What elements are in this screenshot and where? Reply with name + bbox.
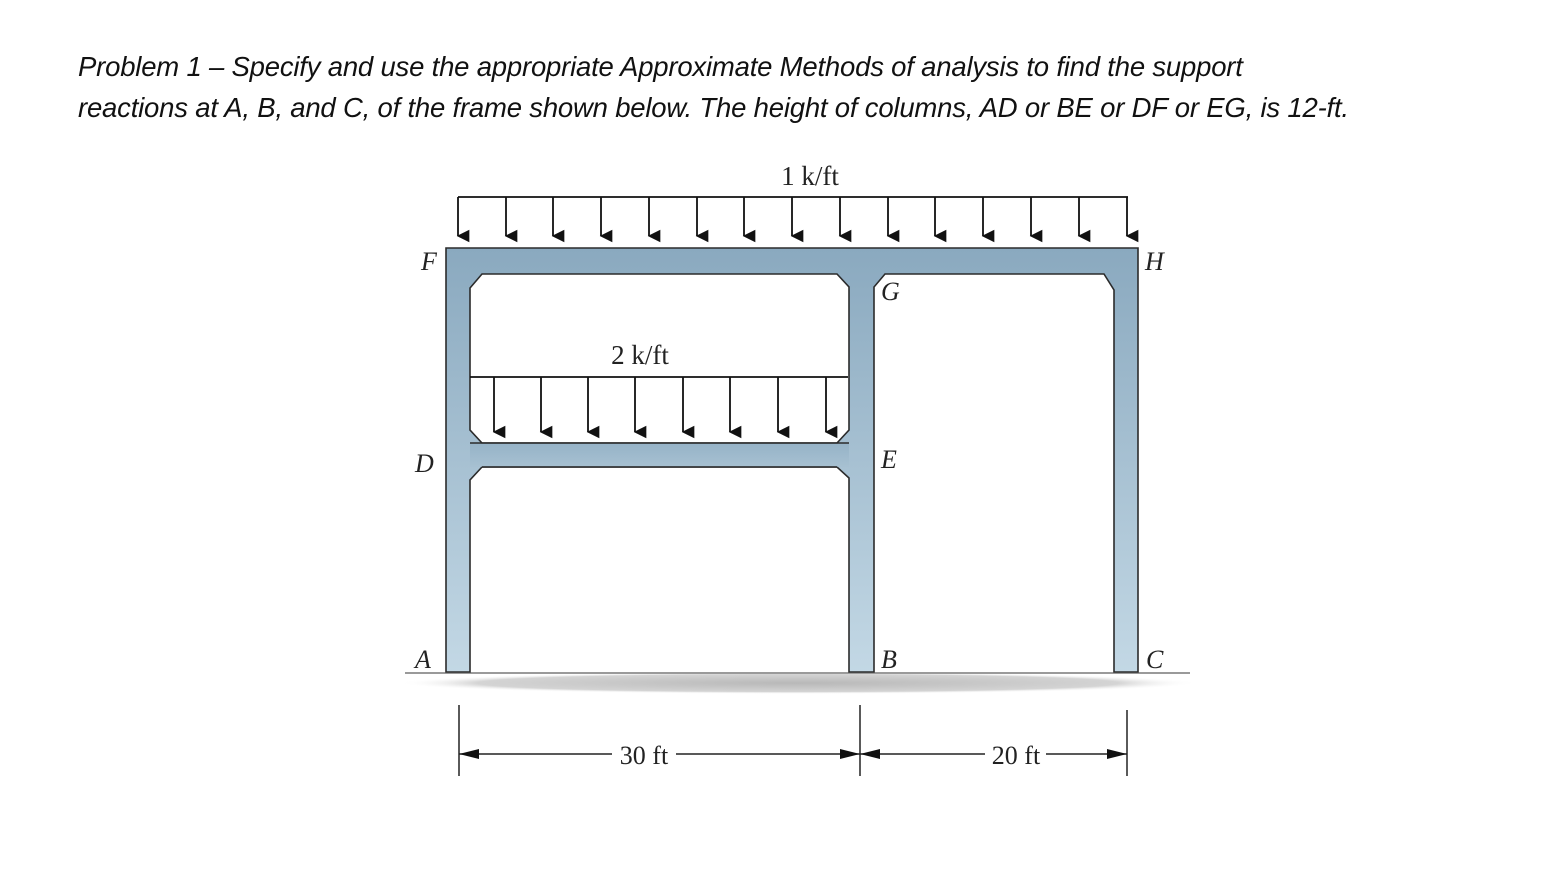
point-label-D: D (415, 449, 434, 478)
problem-line-1: Problem 1 – Specify and use the appropriate Approximate Methods of analysis to find the support (78, 51, 1243, 82)
dimension-label-right: 20 ft (991, 741, 1041, 770)
mid-distributed-load (470, 377, 848, 432)
point-label-E: E (881, 445, 897, 474)
dimension-label-left: 30 ft (619, 741, 669, 770)
point-label-F: F (421, 247, 437, 276)
point-label-H: H (1145, 247, 1164, 276)
problem-line-2: reactions at A, B, and C, of the frame shown below. The height of columns, AD or BE or DF or EG, is 12-ft. (78, 92, 1349, 123)
point-label-G: G (881, 277, 900, 306)
top-distributed-load (458, 197, 1128, 236)
point-label-C: C (1146, 645, 1164, 674)
point-label-A: A (415, 645, 431, 674)
mid-load-label: 2 k/ft (611, 340, 669, 370)
top-load-label: 1 k/ft (781, 161, 839, 191)
point-label-B: B (881, 645, 897, 674)
beam-DE (470, 443, 849, 467)
ground-shadow (398, 672, 1198, 694)
